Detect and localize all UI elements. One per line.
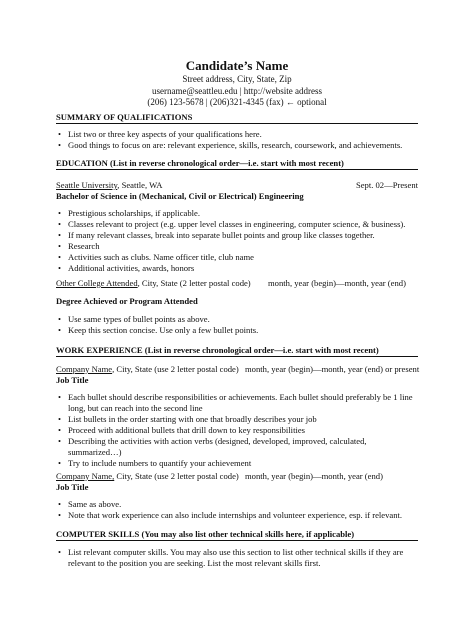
education-bullets xyxy=(56,208,418,274)
skills-bullets xyxy=(56,547,418,569)
other-college-location: , City, State (2 letter postal code) xyxy=(137,278,251,288)
list-item: • Same as above. xyxy=(58,499,122,509)
summary-heading: SUMMARY OF QUALIFICATIONS xyxy=(56,112,418,124)
bullet-icon: • xyxy=(58,140,62,150)
list-item: • List bullets in the order starting with one that broadly describes your job xyxy=(58,414,317,424)
company-location-2: City, State (use 2 letter postal code) xyxy=(114,471,239,481)
company-location-1: , City, State (use 2 letter postal code) xyxy=(112,364,239,374)
degree-title: Bachelor of Science in (Mechanical, Civil or Electrical) Engineering xyxy=(56,191,304,201)
other-college-name: Other College Attended xyxy=(56,278,138,288)
list-item: • Try to include numbers to quantify your achievement xyxy=(58,458,252,468)
school-name: Seattle University xyxy=(56,180,118,190)
school-line xyxy=(56,180,162,191)
bullet-icon: • xyxy=(58,547,62,557)
job-title-2: Job Title xyxy=(56,482,89,492)
bullet-icon: • xyxy=(58,230,62,240)
bullet-icon: • xyxy=(58,425,62,435)
list-item: • List two or three key aspects of your qualifications here. xyxy=(58,129,262,139)
bullet-icon: • xyxy=(58,414,62,424)
skills-heading: COMPUTER SKILLS (You may also list other technical skills here, if applicable) xyxy=(56,529,418,541)
list-item: • Additional activities, awards, honors xyxy=(58,263,195,273)
email-website: username@seattleu.edu | http://website address xyxy=(151,85,323,96)
list-item: • Research xyxy=(58,241,100,251)
street-address: Street address, City, State, Zip xyxy=(182,74,292,84)
education-heading: EDUCATION (List in reverse chronological order—i.e. start with most recent) xyxy=(56,158,418,170)
bullet-icon: • xyxy=(58,252,62,262)
list-item: • Use same types of bullet points as above. xyxy=(58,314,210,324)
list-item: • If many relevant classes, break into separate bullet points and group like classes together. xyxy=(58,230,375,240)
bullet-icon: • xyxy=(58,241,62,251)
bullet-icon: • xyxy=(58,129,62,139)
bullet-icon: • xyxy=(58,458,62,468)
bullet-icon: • xyxy=(58,208,62,218)
candidate-name: Candidate’s Name xyxy=(185,58,289,73)
job-title-1: Job Title xyxy=(56,375,89,385)
summary-bullets xyxy=(56,129,418,151)
company-line-1 xyxy=(56,364,239,375)
company-date-1: month, year (begin)—month, year (end) or present xyxy=(245,364,420,374)
school-date: Sept. 02—Present xyxy=(355,180,418,190)
bullet-icon: • xyxy=(58,263,62,273)
bullet-icon: • xyxy=(58,219,62,229)
school-location: , Seattle, WA xyxy=(117,180,163,190)
list-item: • Prestigious scholarships, if applicable. xyxy=(58,208,200,218)
work-bullets-1 xyxy=(56,392,418,469)
list-item: • Each bullet should describe responsibilities or achievements. Each bullet should preferably be 1 line long, but can reach into the second line xyxy=(58,392,413,413)
list-item: • Keep this section concise. Use only a few bullet points. xyxy=(58,325,259,335)
bullet-icon: • xyxy=(58,510,62,520)
bullet-icon: • xyxy=(58,325,62,335)
company-name-1: Company Name xyxy=(56,364,113,374)
education-bullets-2 xyxy=(56,314,418,336)
degree-achieved: Degree Achieved or Program Attended xyxy=(56,296,198,306)
list-item: • Classes relevant to project (e.g. upper level classes in engineering, computer science, & business). xyxy=(58,219,406,229)
list-item: • Note that work experience can also include internships and volunteer experience, esp. if relevant. xyxy=(58,510,403,520)
list-item: • List relevant computer skills. You may also use this section to list other technical skills if they are relevant to the position you are seeking. List the most relevant skills first. xyxy=(58,547,404,568)
work-heading: WORK EXPERIENCE (List in reverse chronological order—i.e. start with most recent) xyxy=(56,345,418,357)
company-name-2: Company Name, xyxy=(56,471,115,481)
company-date-2: month, year (begin)—month, year (end) xyxy=(245,471,383,481)
bullet-icon: • xyxy=(58,392,62,402)
bullet-icon: • xyxy=(58,499,62,509)
list-item: • Describing the activities with action verbs (designed, developed, improved, calculated, summarized…) xyxy=(58,436,367,457)
bullet-icon: • xyxy=(58,314,62,324)
phone-fax: (206) 123-5678 | (206)321-4345 (fax) ← optional xyxy=(147,97,327,107)
other-college-date: month, year (begin)—month, year (end) xyxy=(268,278,406,288)
list-item: • Activities such as clubs. Name officer title, club name xyxy=(58,252,254,262)
company-line-2 xyxy=(56,471,239,482)
bullet-icon: • xyxy=(58,436,62,446)
list-item: • Proceed with additional bullets that drill down to key responsibilities xyxy=(58,425,306,435)
list-item: • Good things to focus on are: relevant experience, skills, research, coursework, and achievements. xyxy=(58,140,403,150)
other-college-line xyxy=(56,278,251,289)
work-bullets-2 xyxy=(56,499,418,521)
